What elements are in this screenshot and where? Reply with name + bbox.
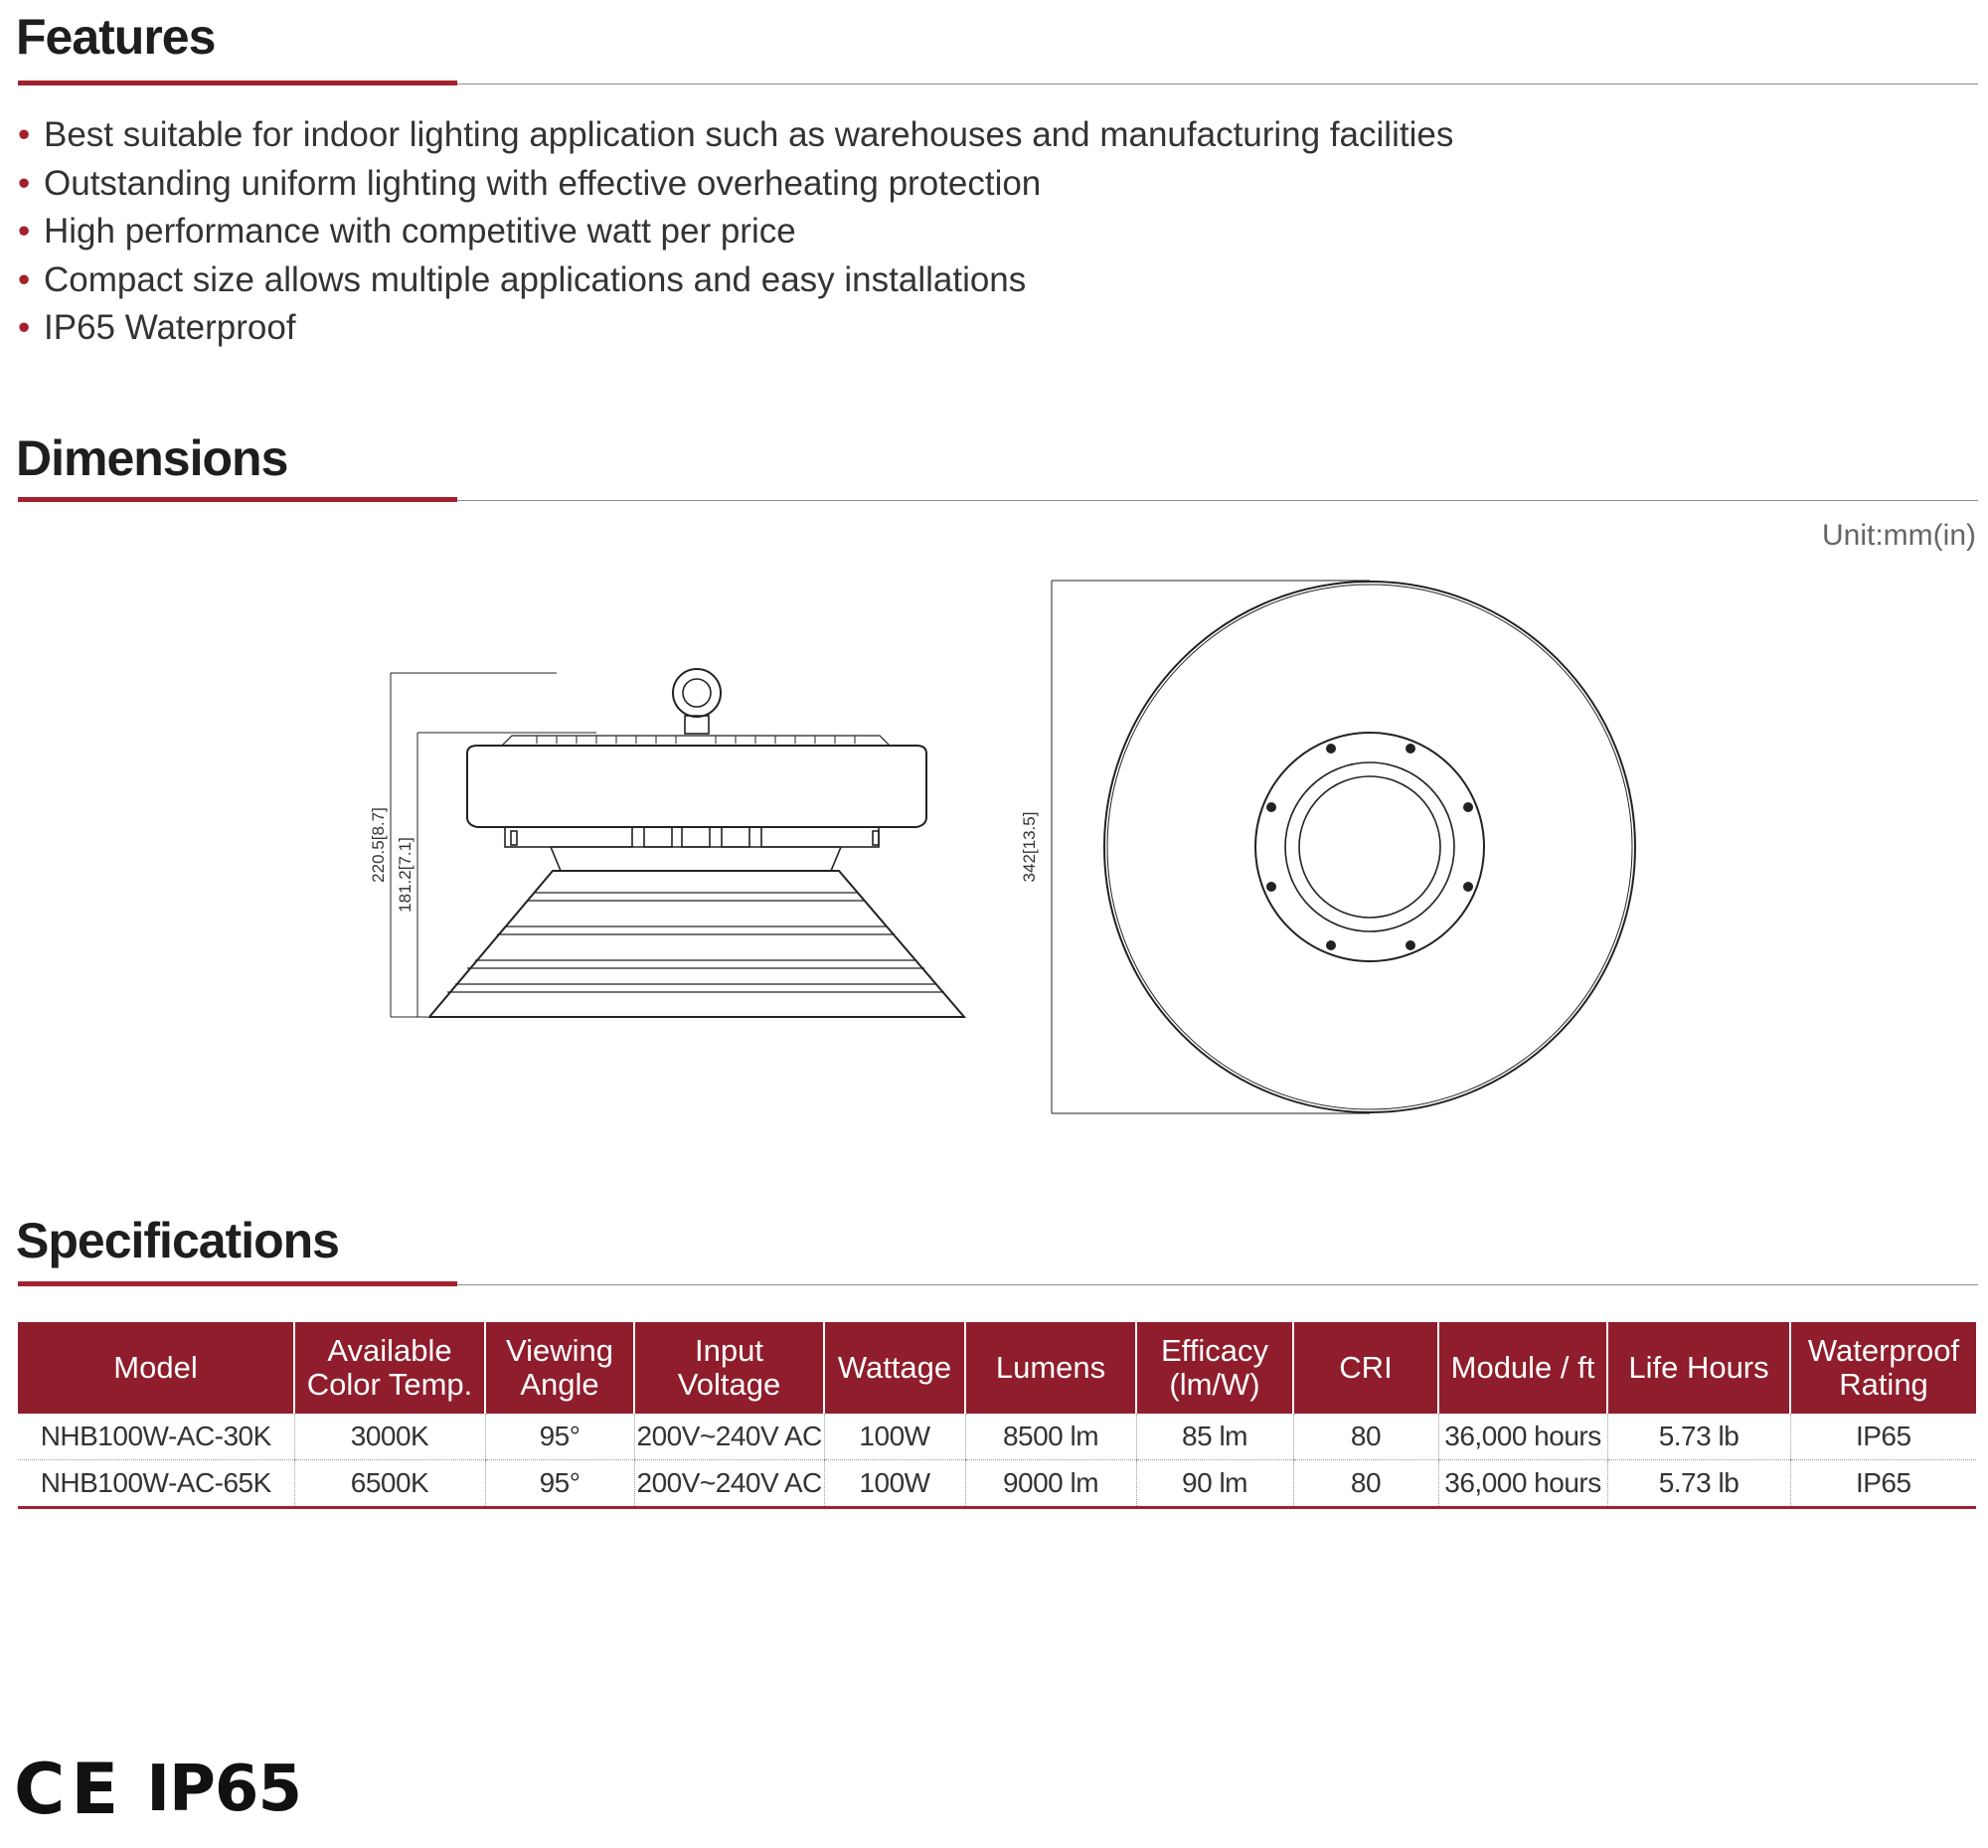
cell-waterproof-rating: IP65 xyxy=(1790,1460,1976,1508)
header-efficacy: Efficacy (lm/W) xyxy=(1136,1322,1293,1414)
cell-cri: 80 xyxy=(1293,1460,1438,1508)
bullet-icon: • xyxy=(18,212,31,251)
cell-cri: 80 xyxy=(1293,1414,1438,1460)
cell-wattage: 100W xyxy=(824,1460,965,1508)
cell-life-hours: 5.73 lb xyxy=(1607,1460,1790,1508)
cell-viewing-angle: 95° xyxy=(485,1414,634,1460)
ip65-mark: IP65 xyxy=(146,1753,301,1826)
specifications-divider xyxy=(18,1281,1978,1287)
features-title: Features xyxy=(16,9,216,65)
cell-model: NHB100W-AC-30K xyxy=(18,1414,294,1460)
cell-efficacy: 90 lm xyxy=(1136,1460,1293,1508)
header-waterproof-rating: Waterproof Rating xyxy=(1790,1322,1976,1414)
bullet-icon: • xyxy=(18,163,31,203)
cell-efficacy: 85 lm xyxy=(1136,1414,1293,1460)
dimensions-divider xyxy=(18,497,1978,503)
header-wattage: Wattage xyxy=(824,1322,965,1414)
cell-model: NHB100W-AC-65K xyxy=(18,1460,294,1508)
cell-lumens: 9000 lm xyxy=(965,1460,1136,1508)
ce-mark-icon: CE xyxy=(14,1749,125,1830)
header-input-voltage: Input Voltage xyxy=(634,1322,824,1414)
cell-color-temp: 6500K xyxy=(294,1460,485,1508)
features-list xyxy=(18,111,1453,353)
header-module-ft: Module / ft xyxy=(1438,1322,1607,1414)
side-body-height-label: 181.2[7.1] xyxy=(396,837,414,913)
header-viewing-angle: Viewing Angle xyxy=(485,1322,634,1414)
dimension-drawings xyxy=(0,557,1988,1133)
feature-item: • Best suitable for indoor lighting application such as warehouses and manufacturing facilities xyxy=(18,111,1453,160)
cell-color-temp: 3000K xyxy=(294,1414,485,1460)
bullet-icon: • xyxy=(18,259,31,299)
bullet-icon: • xyxy=(18,115,31,154)
cell-module-ft: 36,000 hours xyxy=(1438,1414,1607,1460)
cell-input-voltage: 200V~240V AC xyxy=(634,1460,824,1508)
top-view-drawing xyxy=(1052,581,1635,1113)
cell-waterproof-rating: IP65 xyxy=(1790,1414,1976,1460)
side-view-drawing xyxy=(391,669,964,1017)
header-model: Model xyxy=(18,1322,294,1414)
table-row xyxy=(18,1414,1976,1460)
header-life-hours: Life Hours xyxy=(1607,1322,1790,1414)
feature-item: • Compact size allows multiple applications and easy installations xyxy=(18,256,1453,305)
cell-viewing-angle: 95° xyxy=(485,1460,634,1508)
feature-item: • IP65 Waterproof xyxy=(18,304,1453,353)
cell-module-ft: 36,000 hours xyxy=(1438,1460,1607,1508)
bullet-icon: • xyxy=(18,308,31,347)
table-header-row xyxy=(18,1322,1976,1414)
feature-item: • High performance with competitive watt per price xyxy=(18,208,1453,256)
features-divider xyxy=(18,81,1978,86)
dimensions-title: Dimensions xyxy=(16,430,288,486)
header-lumens: Lumens xyxy=(965,1322,1136,1414)
table-row xyxy=(18,1460,1976,1508)
header-color-temp: Available Color Temp. xyxy=(294,1322,485,1414)
specifications-title: Specifications xyxy=(16,1213,339,1268)
cell-wattage: 100W xyxy=(824,1414,965,1460)
specifications-table xyxy=(18,1322,1976,1509)
header-cri: CRI xyxy=(1293,1322,1438,1414)
certification-logos xyxy=(14,1750,301,1829)
cell-life-hours: 5.73 lb xyxy=(1607,1414,1790,1460)
unit-label: Unit:mm(in) xyxy=(1822,519,1976,552)
side-height-label: 220.5[8.7] xyxy=(369,807,388,883)
cell-input-voltage: 200V~240V AC xyxy=(634,1414,824,1460)
feature-item: • Outstanding uniform lighting with effective overheating protection xyxy=(18,160,1453,209)
cell-lumens: 8500 lm xyxy=(965,1414,1136,1460)
top-diameter-label: 342[13.5] xyxy=(1020,811,1039,883)
